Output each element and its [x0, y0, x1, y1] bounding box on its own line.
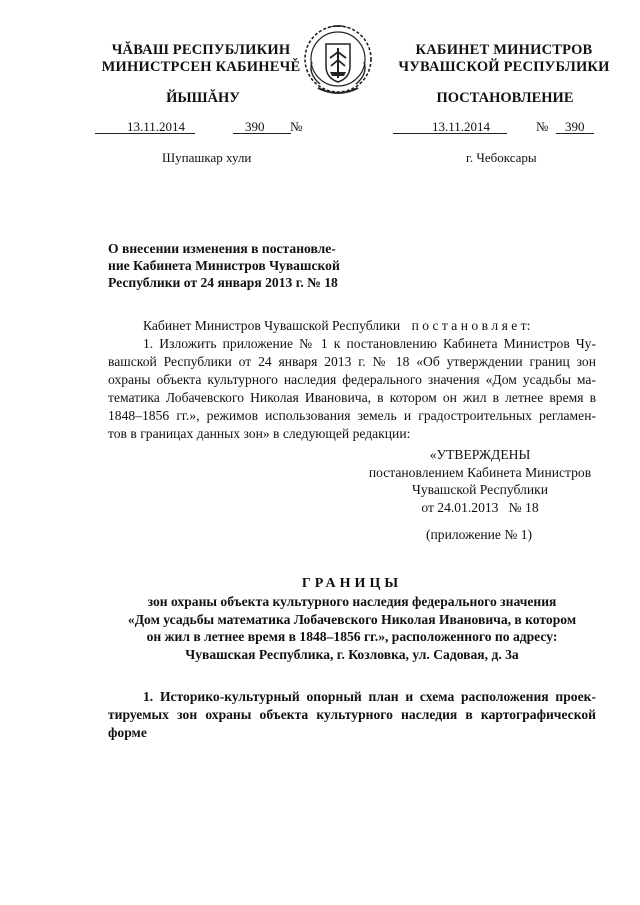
left-number-sign: №	[290, 119, 303, 134]
intro-paragraph	[143, 317, 530, 335]
title-line4: Чувашская Республика, г. Козловка, ул. Садовая, д. 3а	[185, 646, 519, 662]
section1-line1: 1. Историко-культурный опорный план и схема расположения проек-	[143, 689, 596, 704]
right-doc-type: ПОСТАНОВЛЕНИЕ	[436, 90, 574, 106]
left-doc-type: ЙЫШĂНУ	[166, 90, 240, 106]
p1-line6: тов в границах данных зон» в следующей редакции:	[108, 426, 411, 441]
approval-line4: от 24.01.2013 № 18	[421, 499, 539, 515]
left-number: 390	[245, 119, 265, 134]
p1-line5: 1848–1856 гг.», режимов использования земель и градостроительных регламен-	[108, 408, 596, 423]
intro-verb: п о с т а н о в л я е т:	[411, 318, 531, 333]
right-title-line1: КАБИНЕТ МИНИСТРОВ	[415, 42, 593, 58]
section1-line3: форме	[108, 725, 147, 740]
p1-line1: 1. Изложить приложение № 1 к постановлению Кабинета Министров Чу-	[143, 336, 596, 351]
boundaries-heading: ГРАНИЦЫ	[301, 576, 403, 591]
right-date: 13.11.2014	[432, 119, 491, 134]
left-date: 13.11.2014	[127, 119, 186, 134]
subject-line1: О внесении изменения в постановле-	[108, 241, 336, 256]
left-title-line1: ЧĂВАШ РЕСПУБЛИКИН	[111, 42, 291, 58]
right-number-sign: №	[536, 119, 549, 134]
document-subject	[108, 240, 368, 291]
approval-appendix: (приложение № 1)	[426, 527, 533, 542]
title-line3: он жил в летнее время в 1848–1856 гг.», расположенного по адресу:	[146, 629, 558, 644]
p1-line3: охраны объекта культурного наследия федерального значения «Дом усадьбы ма-	[108, 372, 596, 387]
p1-line4: тематика Лобачевского Николая Ивановича, в котором он жил в летнее время в	[108, 390, 596, 405]
title-line2: «Дом усадьбы математика Лобачевского Николая Ивановича, в котором	[127, 611, 577, 627]
subject-line2: ние Кабинета Министров Чувашской	[108, 258, 340, 273]
subject-line3: Республики от 24 января 2013 г. № 18	[108, 275, 338, 290]
right-org-title	[393, 42, 615, 76]
boundaries-description	[100, 593, 604, 663]
left-city: Шупашкар хули	[162, 150, 252, 165]
left-title-line2: МИНИСТРСЕН КАБИНЕЧĚ	[101, 59, 301, 75]
approval-line2: постановлением Кабинета Министров	[368, 464, 592, 480]
intro-prefix: Кабинет Министров Чувашской Республики	[143, 318, 401, 333]
paragraph-1	[108, 335, 596, 443]
coat-of-arms-icon	[300, 18, 376, 100]
p1-line2: вашской Республики от 24 января 2013 г. № 18 «Об утверждении границ зон	[108, 354, 596, 369]
section-1	[108, 688, 596, 742]
approval-line3: Чувашской Республики	[412, 482, 548, 497]
title-line1: зон охраны объекта культурного наследия федерального значения	[147, 594, 557, 609]
right-number: 390	[565, 119, 585, 134]
right-title-line2: ЧУВАШСКОЙ РЕСПУБЛИКИ	[398, 59, 610, 75]
section1-line2: тируемых зон охраны объекта культурного наследия в картографической	[108, 707, 596, 722]
approval-block	[355, 446, 605, 516]
right-city: г. Чебоксары	[466, 150, 537, 165]
left-org-title	[92, 42, 310, 76]
approval-line1: «УТВЕРЖДЕНЫ	[429, 447, 531, 462]
